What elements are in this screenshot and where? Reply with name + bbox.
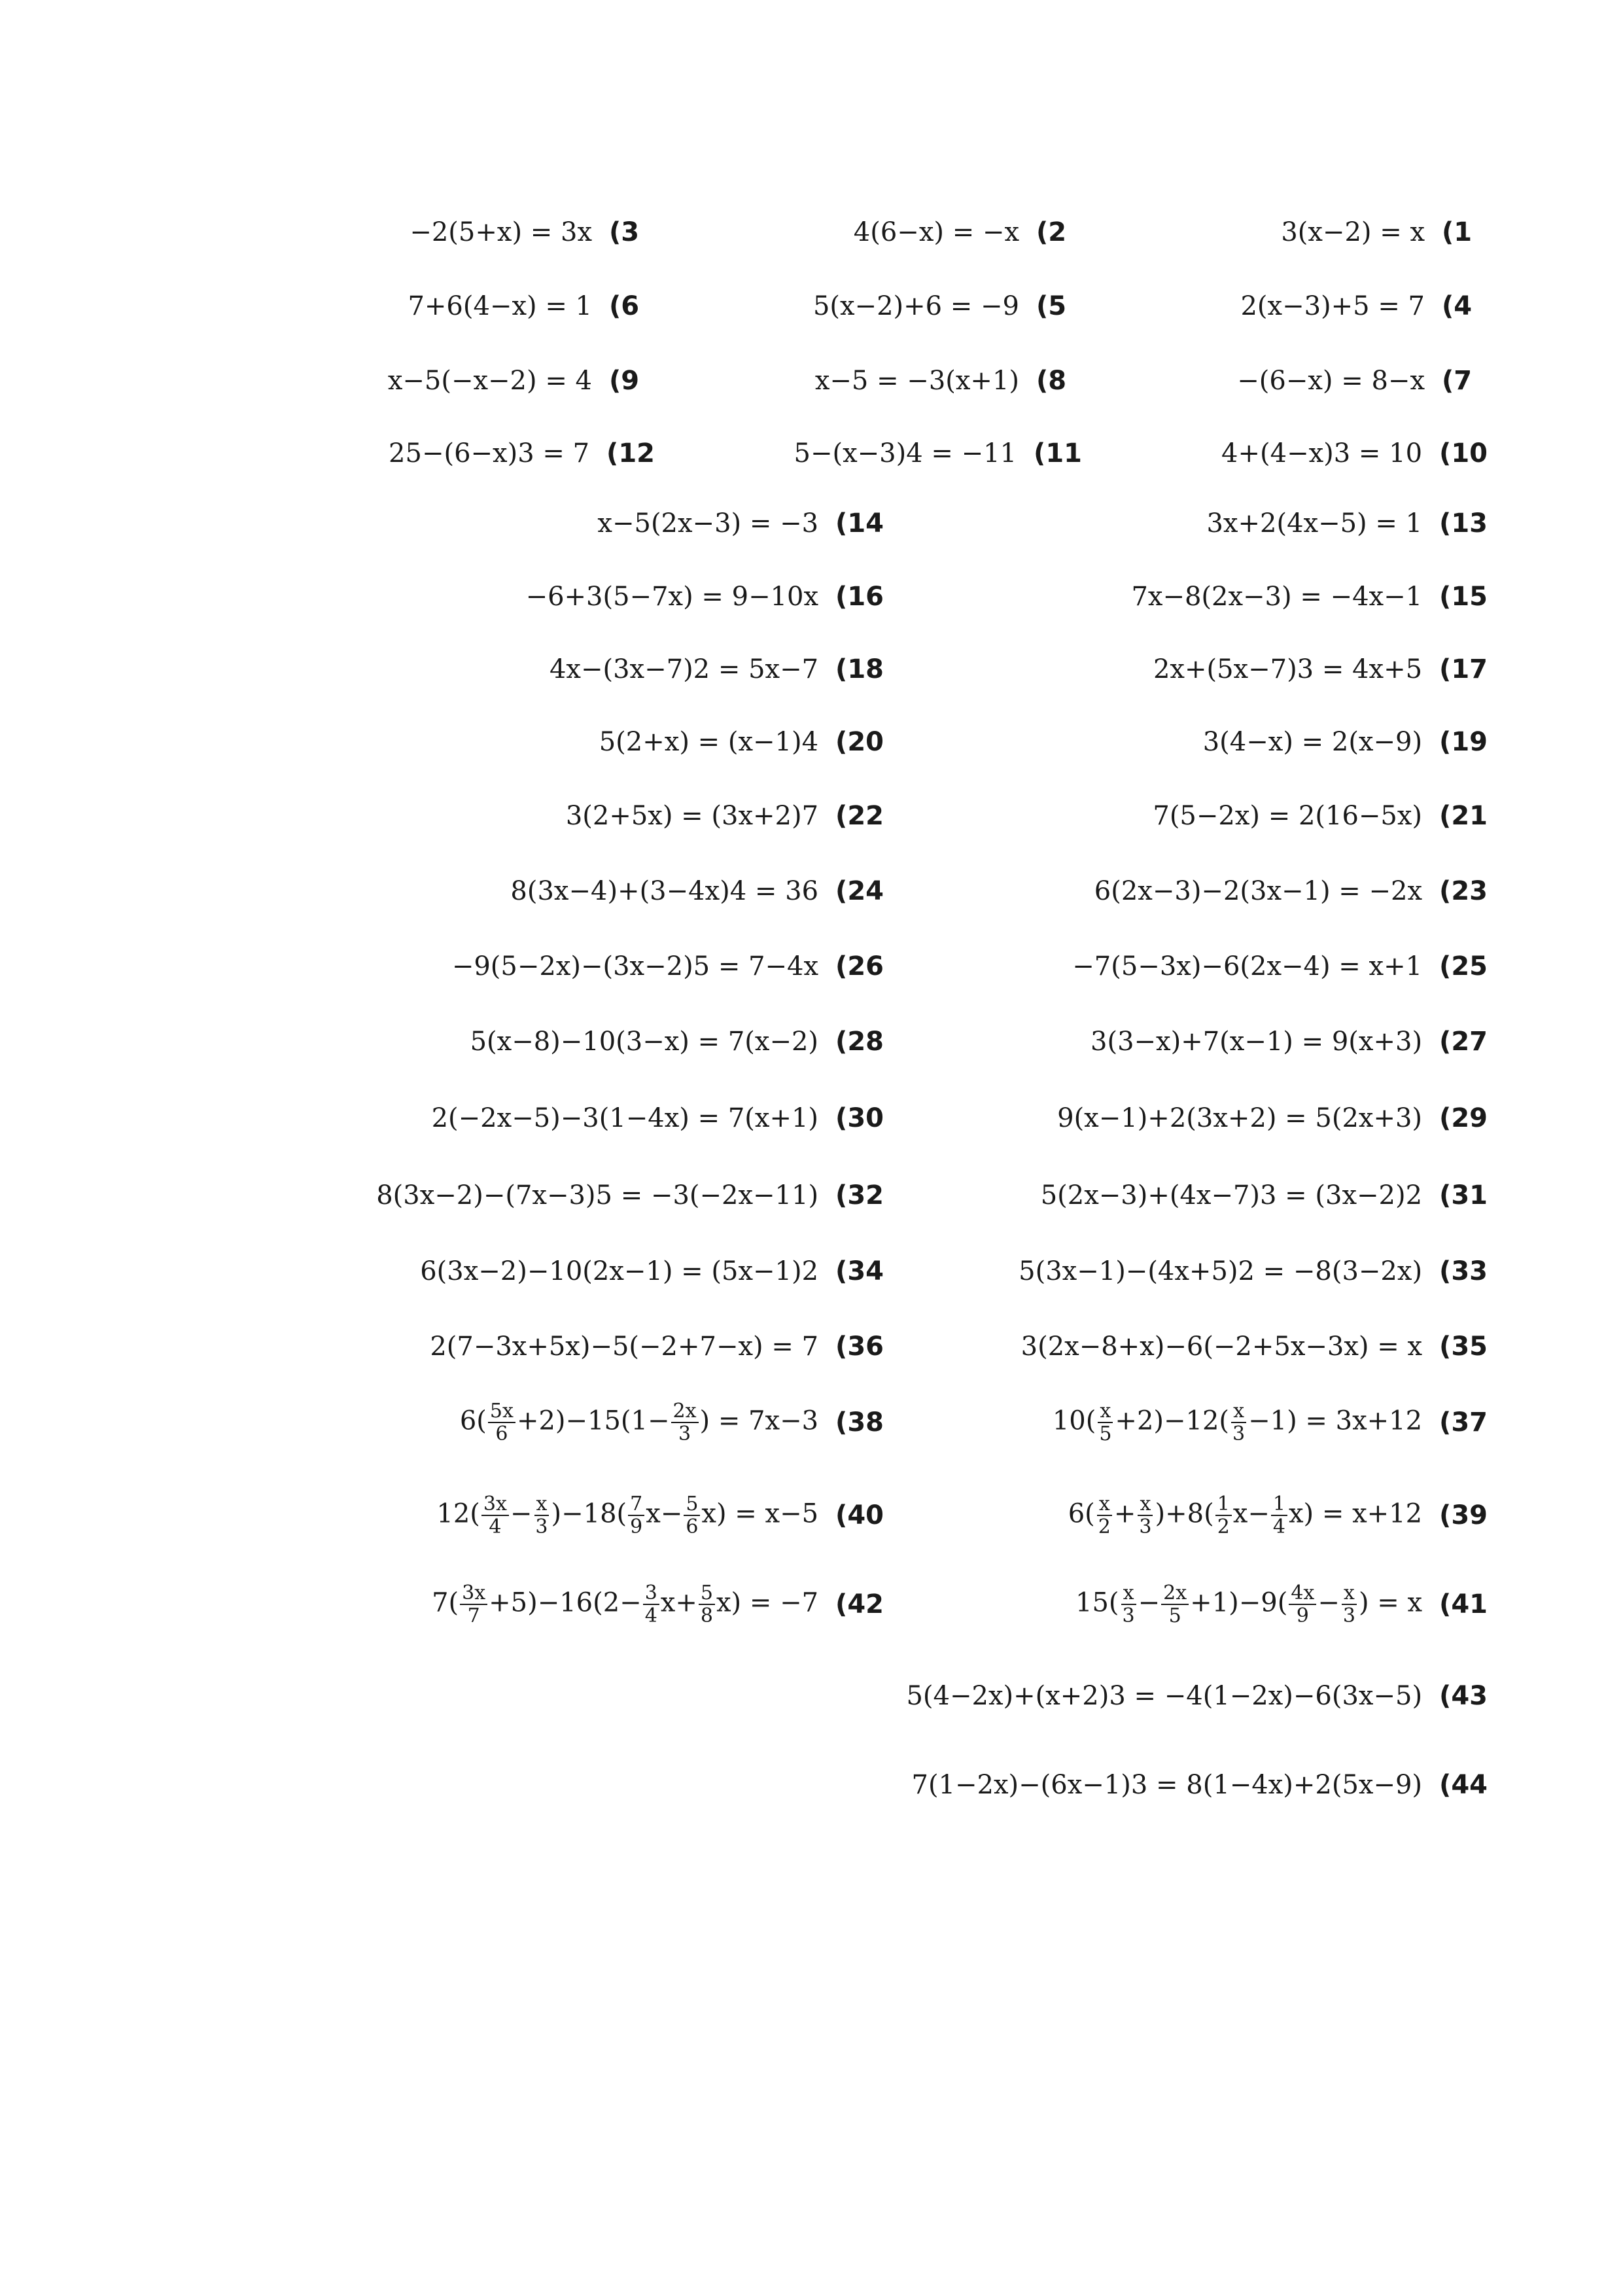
- fraction: $\frac{1}{2}$: [1215, 1494, 1232, 1538]
- equation-number: (17: [1439, 654, 1488, 684]
- fraction: $\frac{3x}{4}$: [481, 1494, 509, 1538]
- fraction: $\frac{5}{6}$: [684, 1494, 700, 1538]
- equation-number: (19: [1439, 727, 1488, 757]
- equation-item: [1052, 1399, 1488, 1445]
- equation-number: (24: [835, 876, 884, 906]
- equation-item: [1019, 1252, 1488, 1291]
- equation-expression: 5(3x−1)−(4x+5)2 = −8(3−2x): [1019, 1256, 1423, 1286]
- fraction: $\frac{1}{4}$: [1271, 1494, 1287, 1538]
- fraction: $\frac{x}{3}$: [1342, 1581, 1355, 1627]
- equation-expression: 12( $\frac{3x}{4}$ − $\frac{x}{3}$ )−18( $\frac{7}{9}$ x− $\frac{5}{6}$ x) = x−5: [436, 1492, 819, 1538]
- equation-number: (42: [835, 1589, 884, 1619]
- equation-item: [1203, 722, 1488, 762]
- fraction: $\frac{x}{3}$: [535, 1492, 548, 1538]
- equation-item: [1281, 213, 1488, 252]
- equation-expression: 6(2x−3)−2(3x−1) = −2x: [1094, 876, 1423, 906]
- equation-item: [1021, 1327, 1488, 1366]
- equation-number: (7: [1442, 366, 1473, 396]
- equation-number: (13: [1439, 508, 1488, 539]
- equation-expression: 8(3x−4)+(3−4x)4 = 36: [510, 876, 819, 906]
- equation-expression: 7+6(4−x) = 1: [408, 291, 592, 321]
- equation-number: (12: [606, 438, 655, 468]
- equation-number: (33: [1439, 1256, 1488, 1286]
- equation-item: [389, 434, 655, 473]
- equation-expression: 3(x−2) = x: [1281, 217, 1425, 247]
- equation-item: [597, 504, 884, 543]
- equation-expression: 4x−(3x−7)2 = 5x−7: [549, 654, 819, 684]
- equation-expression: −2(5+x) = 3x: [410, 217, 592, 247]
- equation-item: [408, 287, 655, 326]
- equation-item: [432, 1099, 884, 1138]
- equation-number: (23: [1439, 876, 1488, 906]
- equation-expression: 5(2+x) = (x−1)4: [599, 727, 819, 757]
- equation-item: [432, 1581, 884, 1627]
- equation-item: [420, 1252, 884, 1291]
- equation-number: (34: [835, 1256, 884, 1286]
- equation-expression: 5(2x−3)+(4x−7)3 = (3x−2)2: [1040, 1180, 1423, 1210]
- equation-expression: −7(5−3x)−6(2x−4) = x+1: [1072, 951, 1423, 981]
- equation-item: [430, 1327, 884, 1366]
- fraction: $\frac{5}{8}$: [699, 1583, 715, 1627]
- equation-number: (38: [835, 1407, 884, 1438]
- equation-expression: 5(x−2)+6 = −9: [812, 291, 1019, 321]
- fraction: $\frac{x}{3}$: [1139, 1492, 1152, 1538]
- equation-expression: 7(5−2x) = 2(16−5x): [1153, 801, 1423, 831]
- fraction: $\frac{4x}{9}$: [1289, 1583, 1316, 1627]
- equation-item: [1240, 287, 1488, 326]
- equation-item: [452, 947, 884, 986]
- equation-number: (9: [609, 366, 640, 396]
- equation-item: [854, 213, 1082, 252]
- equation-item: [912, 1765, 1488, 1805]
- equation-number: (39: [1439, 1500, 1488, 1530]
- equation-item: [470, 1022, 884, 1061]
- equation-item: [1206, 504, 1488, 543]
- equation-item: [566, 796, 884, 836]
- equation-number: (6: [609, 291, 640, 321]
- equation-number: (30: [835, 1103, 884, 1133]
- equation-number: (20: [835, 727, 884, 757]
- equation-expression: −6+3(5−7x) = 9−10x: [525, 582, 819, 612]
- equation-item: [813, 287, 1082, 326]
- equation-expression: 15( $\frac{x}{3}$ − $\frac{2x}{5}$ +1)−9( $\frac{4x}{9}$ − $\frac{x}{3}$ ) = x: [1075, 1581, 1423, 1627]
- equation-number: (16: [835, 582, 884, 612]
- equation-expression: 25−(6−x)3 = 7: [389, 438, 590, 468]
- fraction: $\frac{x}{3}$: [1232, 1399, 1246, 1445]
- equation-number: (1: [1442, 217, 1473, 247]
- equation-expression: 3x+2(4x−5) = 1: [1206, 508, 1423, 539]
- equation-expression: x−5(2x−3) = −3: [597, 508, 819, 539]
- fraction: $\frac{x}{5}$: [1099, 1399, 1112, 1445]
- equation-number: (40: [835, 1500, 884, 1530]
- equation-expression: 3(2x−8+x)−6(−2+5x−3x) = x: [1021, 1332, 1423, 1362]
- equation-expression: 5(x−8)−10(3−x) = 7(x−2): [470, 1027, 819, 1057]
- equation-expression: −9(5−2x)−(3x−2)5 = 7−4x: [451, 951, 819, 981]
- equation-item: [599, 722, 884, 762]
- equation-number: (26: [835, 951, 884, 981]
- equation-expression: 7( $\frac{3x}{7}$ +5)−16(2− $\frac{3}{4}$ x+ $\frac{5}{8}$ x) = −7: [432, 1581, 819, 1627]
- equation-item: [410, 213, 655, 252]
- equation-expression: 3(3−x)+7(x−1) = 9(x+3): [1091, 1027, 1423, 1057]
- equation-number: (18: [835, 654, 884, 684]
- equation-number: (4: [1442, 291, 1473, 321]
- equation-expression: x−5 = −3(x+1): [814, 366, 1019, 396]
- equation-expression: 7x−8(2x−3) = −4x−1: [1131, 582, 1423, 612]
- equation-expression: 5−(x−3)4 = −11: [794, 438, 1017, 468]
- equation-expression: 4+(4−x)3 = 10: [1221, 438, 1423, 468]
- fraction: $\frac{3}{4}$: [643, 1583, 659, 1627]
- fraction: $\frac{x}{3}$: [1122, 1581, 1135, 1627]
- equation-item: [1237, 361, 1488, 400]
- equation-item: [388, 361, 655, 400]
- equation-expression: 5(4−2x)+(x+2)3 = −4(1−2x)−6(3x−5): [906, 1681, 1423, 1711]
- equation-number: (25: [1439, 951, 1488, 981]
- equation-number: (2: [1036, 217, 1067, 247]
- equation-item: [1068, 1492, 1488, 1538]
- equation-expression: 7(1−2x)−(6x−1)3 = 8(1−4x)+2(5x−9): [911, 1770, 1423, 1800]
- equation-number: (27: [1439, 1027, 1488, 1057]
- equation-number: (36: [835, 1332, 884, 1362]
- equation-item: [1131, 577, 1488, 616]
- equation-item: [1072, 947, 1488, 986]
- equation-expression: 9(x−1)+2(3x+2) = 5(2x+3): [1057, 1103, 1423, 1133]
- equation-number: (15: [1439, 582, 1488, 612]
- fraction: $\frac{7}{9}$: [628, 1494, 644, 1538]
- equation-expression: x−5(−x−2) = 4: [387, 366, 592, 396]
- equation-item: [1153, 796, 1488, 836]
- equation-number: (5: [1036, 291, 1067, 321]
- equation-expression: 8(3x−2)−(7x−3)5 = −3(−2x−11): [376, 1180, 819, 1210]
- equation-item: [1094, 872, 1488, 911]
- fraction: $\frac{3x}{7}$: [460, 1583, 487, 1627]
- equation-item: [436, 1492, 884, 1538]
- equation-expression: 3(2+5x) = (3x+2)7: [565, 801, 819, 831]
- equation-number: (3: [609, 217, 640, 247]
- equation-expression: 2(−2x−5)−3(1−4x) = 7(x+1): [431, 1103, 819, 1133]
- equation-item: [1075, 1581, 1488, 1627]
- equation-item: [1153, 650, 1488, 689]
- fraction: $\frac{x}{2}$: [1098, 1492, 1111, 1538]
- equation-expression: −(6−x) = 8−x: [1237, 366, 1425, 396]
- fraction: $\frac{2x}{3}$: [671, 1401, 699, 1445]
- equation-item: [906, 1676, 1488, 1716]
- equation-number: (14: [835, 508, 884, 539]
- equation-expression: 6(3x−2)−10(2x−1) = (5x−1)2: [420, 1256, 819, 1286]
- equation-number: (43: [1439, 1681, 1488, 1711]
- equation-expression: 2(7−3x+5x)−5(−2+7−x) = 7: [430, 1332, 819, 1362]
- equation-item: [1041, 1176, 1488, 1215]
- equation-item: [550, 650, 884, 689]
- equation-number: (11: [1034, 438, 1082, 468]
- equation-number: (41: [1439, 1589, 1488, 1619]
- equation-item: [815, 361, 1082, 400]
- equation-item: [510, 872, 884, 911]
- equation-expression: 6( $\frac{x}{2}$ + $\frac{x}{3}$ )+8( $\frac{1}{2}$ x− $\frac{1}{4}$ x) = x+12: [1068, 1492, 1423, 1538]
- equation-number: (37: [1439, 1407, 1488, 1438]
- equation-number: (31: [1439, 1180, 1488, 1210]
- equation-item: [794, 434, 1082, 473]
- equation-number: (21: [1439, 801, 1488, 831]
- equation-expression: 4(6−x) = −x: [853, 217, 1019, 247]
- equation-number: (10: [1439, 438, 1488, 468]
- equation-number: (22: [835, 801, 884, 831]
- equation-number: (32: [835, 1180, 884, 1210]
- equation-expression: 2(x−3)+5 = 7: [1240, 291, 1425, 321]
- equation-item: [376, 1176, 884, 1215]
- equation-item: [459, 1399, 884, 1445]
- equation-number: (28: [835, 1027, 884, 1057]
- equation-expression: 3(4−x) = 2(x−9): [1202, 727, 1423, 757]
- equation-item: [1057, 1099, 1488, 1138]
- equation-expression: 6( $\frac{5x}{6}$ +2)−15(1− $\frac{2x}{3}$ ) = 7x−3: [459, 1399, 819, 1445]
- fraction: $\frac{5x}{6}$: [488, 1401, 515, 1445]
- equation-expression: 10( $\frac{x}{5}$ +2)−12( $\frac{x}{3}$ −1) = 3x+12: [1052, 1399, 1423, 1445]
- fraction: $\frac{2x}{5}$: [1161, 1583, 1189, 1627]
- equation-item: [526, 577, 884, 616]
- equation-expression: 2x+(5x−7)3 = 4x+5: [1153, 654, 1423, 684]
- equation-number: (44: [1439, 1770, 1488, 1800]
- equation-item: [1221, 434, 1488, 473]
- equation-number: (29: [1439, 1103, 1488, 1133]
- equation-number: (35: [1439, 1332, 1488, 1362]
- equation-number: (8: [1036, 366, 1067, 396]
- equation-item: [1091, 1022, 1488, 1061]
